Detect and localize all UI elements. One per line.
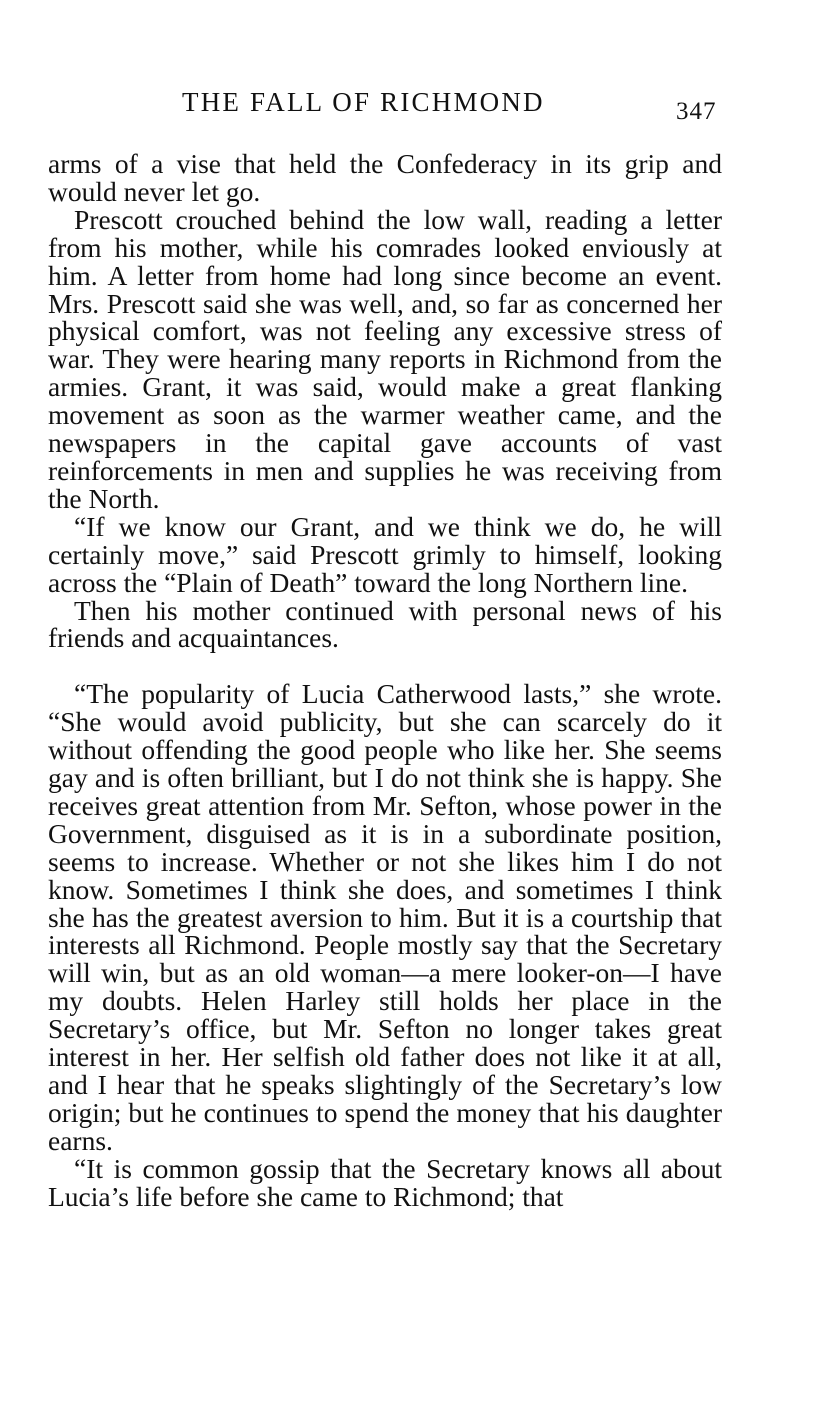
page-number: 347 [676, 98, 717, 125]
paragraph-common-gossip: “It is common gossip that the Secretary knows all about Lucia’s life before she came to Richmond; that [48, 1152, 722, 1212]
paragraph-prescott-letter: Prescott crouched behind the low wall, reading a letter from his mother, while his comrades looked enviously at him. A letter from home had long since become an event. Mrs. Prescott said she was well, and, so far as concerned her physical comfort, was not feeling any excessive stress of war. They were hearing many reports in Richmond from the armies. Grant, it was said, would make a great flanking movement as soon as the warmer weather came, and the newspapers in the capital gave accounts of vast reinforcements in men and supplies he was receiving from the North. [48, 203, 722, 514]
paragraph-grant-quote: “If we know our Grant, and we think we do, he will certainly move,” said Prescott grimly to himself, looking across the “Plain of Death” toward the long Northern line. [48, 510, 722, 598]
paragraph-mother-news: Then his mother continued with personal news of his friends and acquaintances. [48, 594, 722, 654]
running-title: THE FALL OF RICHMOND [182, 87, 545, 117]
running-head [0, 84, 830, 125]
body-text [48, 150, 722, 1211]
paragraph-continuation: arms of a vise that held the Confederacy in its grip and would never let go. [48, 148, 722, 207]
paragraph-lucia-letter: “The popularity of Lucia Catherwood lasts,” she wrote. “She would avoid publicity, but she can scarcely do it without offending the good people who like her. She seems gay and is often brilliant, but I do not think she is happy. She receives great attention from Mr. Sefton, whose power in the Government, disguised as it is in a subordinate position, seems to increase. Whether or not she likes him I do not know. Sometimes I think she does, and sometimes I think she has the greatest aversion to him. But it is a courtship that interests all Richmond. People mostly say that the Secretary will win, but as an old woman—a mere looker-on—I have my doubts. Helen Harley still holds her place in the Secretary’s office, but Mr. Sefton no longer takes great interest in her. Her selfish old father does not like it at all, and I hear that he speaks slightingly of the Secretary’s low origin; but he continues to spend the money that his daughter earns. [48, 678, 722, 1156]
